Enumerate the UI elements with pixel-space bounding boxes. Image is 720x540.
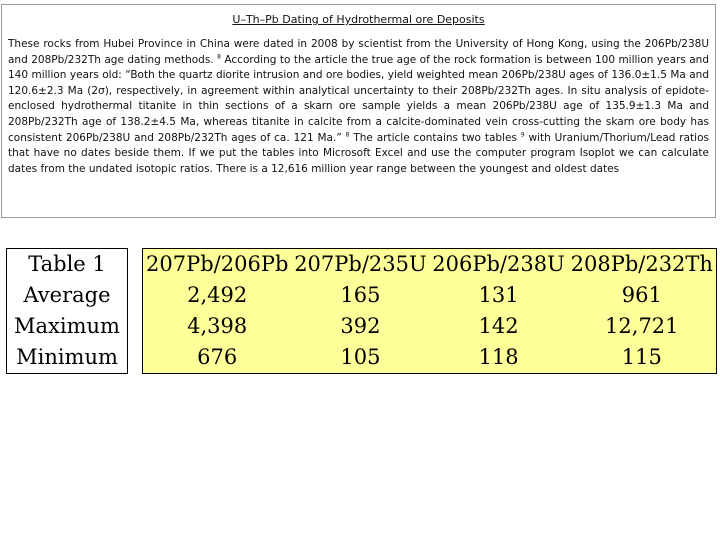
table-row [7,342,717,374]
table-row [7,280,717,311]
table-cell: 105 [291,342,429,374]
table-cell: 676 [143,342,292,374]
table-cell: 961 [568,280,717,311]
reference-mark-1: 8 [217,53,221,61]
body-text-3: The article contains two tables [349,131,517,144]
table-cell: 2,492 [143,280,292,311]
table-label-header: Table 1 [7,249,128,281]
table-gap [128,280,143,311]
column-header: 206Pb/238U [430,249,568,281]
table-header-row [7,249,717,281]
table-cell: 12,721 [568,311,717,342]
table-cell: 142 [430,311,568,342]
column-header: 208Pb/232Th [568,249,717,281]
body-text-4: with Uranium/Thorium/Lead ratios that have no dates beside them. If we put the tables into Microsoft Excel and use the computer program Isoplot we can calculate dates from the undated isotopic ratios. There is a 12,616 million year range between the youngest and oldest dates [8,131,709,175]
row-label: Minimum [7,342,128,374]
table-cell: 118 [430,342,568,374]
article-title: U–Th–Pb Dating of Hydrothermal ore Deposits [232,13,485,26]
reference-mark-3: 9 [520,131,525,139]
article-body [8,37,709,177]
body-text-1: These rocks from Hubei Province in China were dated in 2008 by scientist from the University of Hong Kong, using the 206Pb/238U and 208Pb/232Th age dating methods. [8,38,709,66]
table-cell: 165 [291,280,429,311]
table-cell: 392 [291,311,429,342]
table-cell: 115 [568,342,717,374]
table-gap [128,249,143,281]
column-header: 207Pb/206Pb [143,249,292,281]
row-label: Average [7,280,128,311]
table-gap [128,342,143,374]
isotope-ratio-table [6,248,717,374]
article-text-box [1,4,716,218]
table-cell: 4,398 [143,311,292,342]
row-label: Maximum [7,311,128,342]
table-row [7,311,717,342]
table-cell: 131 [430,280,568,311]
table-gap [128,311,143,342]
body-text-2: According to the article the true age of the rock formation is between 100 million years and 140 million years old: “Both the quartz diorite intrusion and ore bodies, yield weighted mean 206Pb/238U ages of 136.0±1.5 Ma and 120.6±2.3 Ma (2σ), respectively, in agreement within analytical uncertainty to their 208Pb/232Th ages. In situ analysis of epidote-enclosed hydrothermal titanite in thin sections of a skarn ore sample yields a mean 206Pb/238U age of 135.9±1.3 Ma and 208Pb/232Th age of 138.2±4.5 Ma, whereas titanite in calcite from a calcite-dominated vein cross-cutting the skarn ore body has consistent 206Pb/238U and 208Pb/232Th ages of ca. 121 Ma.” [8,53,709,144]
column-header: 207Pb/235U [291,249,429,281]
reference-mark-2: 8 [345,131,350,139]
